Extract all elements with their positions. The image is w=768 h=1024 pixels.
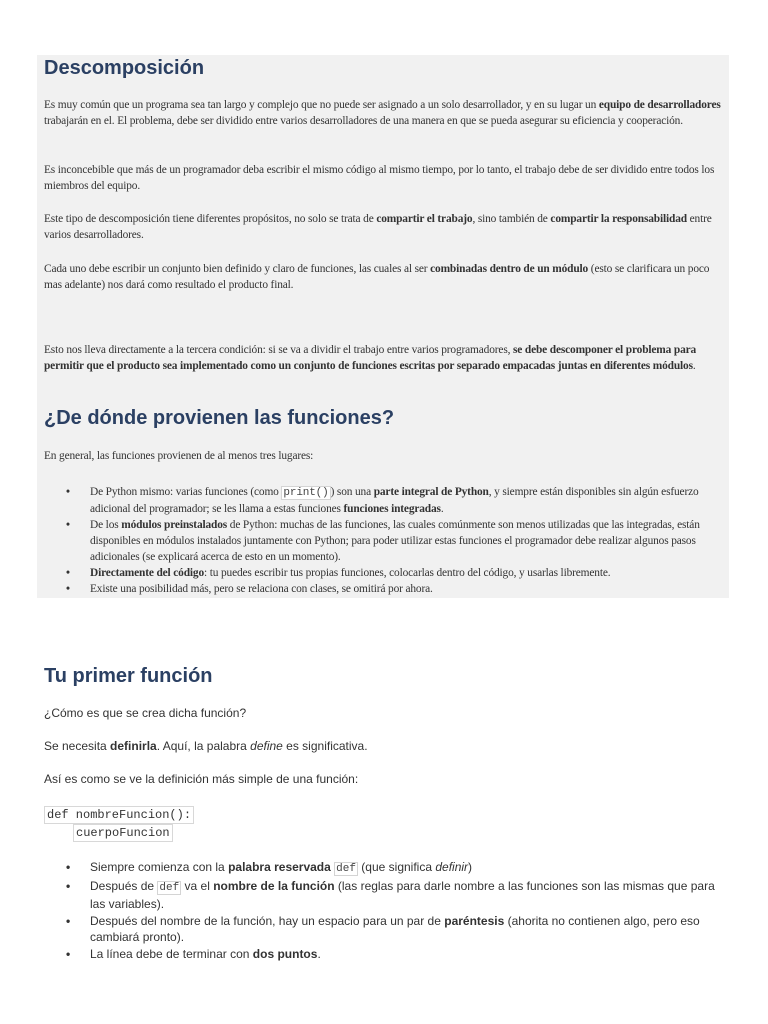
text-run: ): [468, 860, 473, 874]
paragraph: [44, 211, 728, 243]
inline-code: print(): [283, 487, 329, 499]
bullet-list-def-rules: [44, 859, 728, 962]
text-run: Esto nos lleva directamente a la tercera condición: si se va a dividir el trabajo entre varios programadores,: [44, 344, 513, 356]
list-item: [44, 565, 728, 581]
bold-text: definirla: [110, 739, 157, 753]
bold-text: equipo de desarrolladores: [598, 99, 721, 111]
heading-descomposicion: Descomposición: [44, 57, 205, 79]
text-run: De los: [90, 519, 122, 531]
paragraph: [44, 261, 728, 293]
bold-text: módulos preinstalados: [121, 519, 228, 531]
list-item: [44, 517, 728, 565]
paragraph: [44, 162, 728, 194]
text-run: Es inconcebible que más de un programador deba escribir el mismo código al mismo tiempo, por lo tanto, el trabajo debe de ser dividido entre todos los miembros del equipo.: [44, 164, 715, 192]
text-run: Este tipo de descomposición tiene diferentes propósitos, no solo se trata de: [44, 213, 377, 225]
inline-code: def: [336, 863, 356, 875]
paragraph: [44, 738, 728, 755]
code-block: [44, 806, 194, 842]
text-run: , sino también de: [472, 213, 551, 225]
list-item: [44, 913, 728, 946]
text-run: De Python mismo: varias funciones (como: [90, 486, 282, 498]
bold-text: nombre de la función: [213, 878, 335, 893]
text-run: Después del nombre de la función, hay un espacio para un par de: [90, 913, 445, 928]
bold-text: dos puntos: [252, 946, 318, 961]
list-item: [44, 859, 728, 878]
text-run: La línea debe de terminar con: [90, 946, 253, 961]
bold-text: parte integral de Python: [373, 486, 489, 498]
bullet-icon: •: [66, 913, 71, 928]
bullet-icon: •: [66, 860, 71, 874]
text-run: (que significa: [357, 860, 436, 874]
text-run: .: [692, 360, 696, 372]
text-run: Se necesita: [44, 739, 111, 753]
text-run: Es muy común que un programa sea tan largo y complejo que no puede ser asignado a un solo desarrollador, y en su lugar un: [44, 99, 599, 111]
bullet-icon: •: [66, 946, 71, 961]
bold-text: compartir la responsabilidad: [550, 213, 687, 225]
text-run: Siempre comienza con la: [90, 860, 229, 874]
bold-text: palabra reservada: [228, 860, 331, 874]
text-run: (ahorita no contienen algo, pero eso cambiará pronto).: [90, 913, 700, 944]
heading-de-donde-provienen: ¿De dónde provienen las funciones?: [44, 407, 395, 429]
bold-text: funciones integradas: [343, 503, 441, 515]
code-line: cuerpoFuncion: [73, 824, 173, 842]
text-run: va el: [181, 878, 214, 893]
bold-text: combinadas dentro de un módulo: [430, 263, 589, 275]
text-run: entre varios desarrolladores.: [44, 213, 712, 241]
bullet-icon: •: [66, 519, 70, 531]
paragraph: En general, las funciones provienen de al menos tres lugares:: [44, 450, 314, 462]
list-item: [44, 946, 728, 963]
bullet-icon: •: [66, 567, 70, 579]
text-run: , y siempre están disponibles sin algún esfuerzo adicional del programador; se les llama a estas funciones: [90, 486, 699, 515]
bold-text: paréntesis: [444, 913, 505, 928]
text-run: .: [440, 503, 444, 515]
paragraph: ¿Cómo es que se crea dicha función?: [44, 706, 247, 720]
list-item: [44, 878, 728, 913]
text-run: trabajarán en el. El problema, debe ser dividido entre varios desarrolladores de una manera en que se pueda asegurar su eficiencia y cooperación.: [44, 115, 683, 127]
paragraph: [44, 97, 728, 129]
text-run: . Aquí, la palabra: [156, 739, 251, 753]
bold-text: se debe descomponer el problema para permitir que el producto sea implementado como un conjunto de funciones escritas por separado empacadas juntas en diferentes módulos: [44, 344, 697, 372]
inline-code: def: [159, 881, 180, 894]
bullet-icon: •: [66, 583, 70, 595]
text-run: Después de: [90, 878, 158, 893]
paragraph: Así es como se ve la definición más simple de una función:: [44, 772, 359, 786]
list-item: [44, 484, 728, 517]
text-run: de Python: muchas de las funciones, las cuales comúnmente son menos utilizadas que las integradas, están disponibles en módulos instalados juntamente con Python; para poder utilizar estas funciones el programador debe realizar algunos pasos adicionales (se explicará acerca de esto en un momento).: [90, 519, 700, 563]
list-item: [44, 581, 728, 597]
bullet-icon: •: [66, 486, 70, 498]
bullet-list-origins: [44, 484, 728, 597]
text-run: .: [317, 946, 321, 961]
bold-text: compartir el trabajo: [376, 213, 473, 225]
text-run: es significativa.: [282, 739, 368, 753]
text-run: ) son una: [330, 486, 374, 498]
text-run: Cada uno debe escribir un conjunto bien definido y claro de funciones, las cuales al ser: [44, 263, 431, 275]
text-run: (esto se clarificara un poco mas adelante) nos dará como resultado el producto final.: [44, 263, 710, 291]
heading-tu-primer-funcion: Tu primer función: [44, 665, 213, 687]
text-run: Existe una posibilidad más, pero se relaciona con clases, se omitirá por ahora.: [90, 583, 433, 595]
text-run: (las reglas para darle nombre a las funciones son las mismas que para las variables).: [90, 878, 715, 911]
paragraph: [44, 342, 728, 374]
text-run: : tu puedes escribir tus propias funciones, colocarlas dentro del código, y usarlas libremente.: [204, 567, 611, 579]
code-line: def nombreFuncion():: [44, 806, 194, 824]
bold-text: Directamente del código: [90, 567, 205, 579]
italic-text: define: [250, 739, 283, 753]
bullet-icon: •: [66, 878, 71, 893]
italic-text: definir: [435, 860, 469, 874]
